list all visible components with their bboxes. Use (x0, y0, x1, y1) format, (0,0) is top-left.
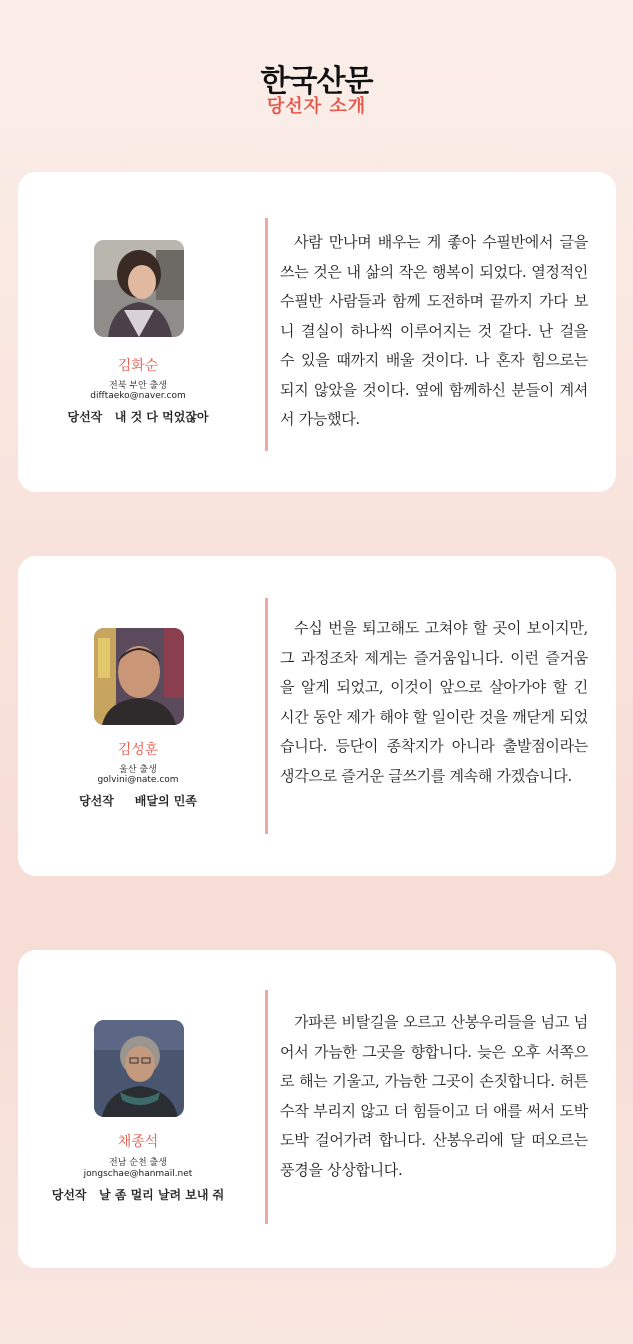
divider (265, 218, 268, 451)
winner-name: 채종석 (117, 1134, 159, 1150)
winner-card (18, 950, 616, 1268)
winner-award-title: 당선작 날 좀 멀리 날려 보내 줘 (51, 1188, 225, 1202)
winner-email: jongschae@hanmail.net (83, 1169, 193, 1179)
divider (265, 990, 268, 1224)
winner-origin: 전북 부안 출생 (109, 381, 167, 391)
winner-email: difftaeko@naver.com (90, 391, 186, 401)
page-subtitle: 당선자 소개 (266, 96, 367, 117)
magazine-logo: 한국산문 (260, 64, 373, 99)
winner-speech: 가파른 비탈길을 오르고 산봉우리들을 넘고 넘어서 가늠한 그곳을 향합니다. 늦은 오후 서쪽으로 해는 기울고, 가늠한 그곳이 손짓합니다. 허튼 수작 부리지 않고 더 힘들이고 더 애를 써서 도박도박 걸어가려 합니다. 산봉우리에 달 떠오르는 풍경을 상상합니다. (280, 1013, 588, 1179)
winner-photo (94, 628, 184, 725)
winner-speech: 수십 번을 퇴고해도 고쳐야 할 곳이 보이지만, 그 과정조차 제게는 즐거움입니다. 이런 즐거움을 알게 되었고, 이것이 앞으로 살아가야 할 긴 시간 동안 제가 해야 할 일이란 것을 깨닫게 되었습니다. 등단이 종착지가 아니라 출발점이라는 생각으로 즐거운 글쓰기를 계속해 가겠습니다. (280, 619, 588, 785)
winner-origin: 울산 출생 (119, 765, 157, 775)
winner-origin: 전남 순천 출생 (109, 1158, 167, 1168)
winner-card (18, 556, 616, 876)
divider (265, 598, 268, 834)
winner-photo (94, 240, 184, 337)
winner-name: 김성훈 (117, 742, 159, 758)
winner-name: 김화순 (117, 358, 159, 374)
winner-award-title: 당선작 내 것 다 먹었잖아 (67, 410, 209, 424)
winner-card (18, 172, 616, 492)
winner-photo (94, 1020, 184, 1117)
winner-award-title: 당선작 배달의 민족 (79, 794, 197, 808)
winner-speech: 사람 만나며 배우는 게 좋아 수필반에서 글을 쓰는 것은 내 삶의 작은 행복이 되었다. 열정적인 수필반 사람들과 함께 도전하며 끝까지 가다 보니 결실이 하나씩 이루어지는 것 같다. 난 걸을 수 있을 때까지 배울 것이다. 나 혼자 힘으로는 되지 않았을 것이다. 옆에 함께하신 분들이 계셔서 가능했다. (280, 233, 588, 428)
winner-email: golvini@nate.com (97, 775, 179, 785)
